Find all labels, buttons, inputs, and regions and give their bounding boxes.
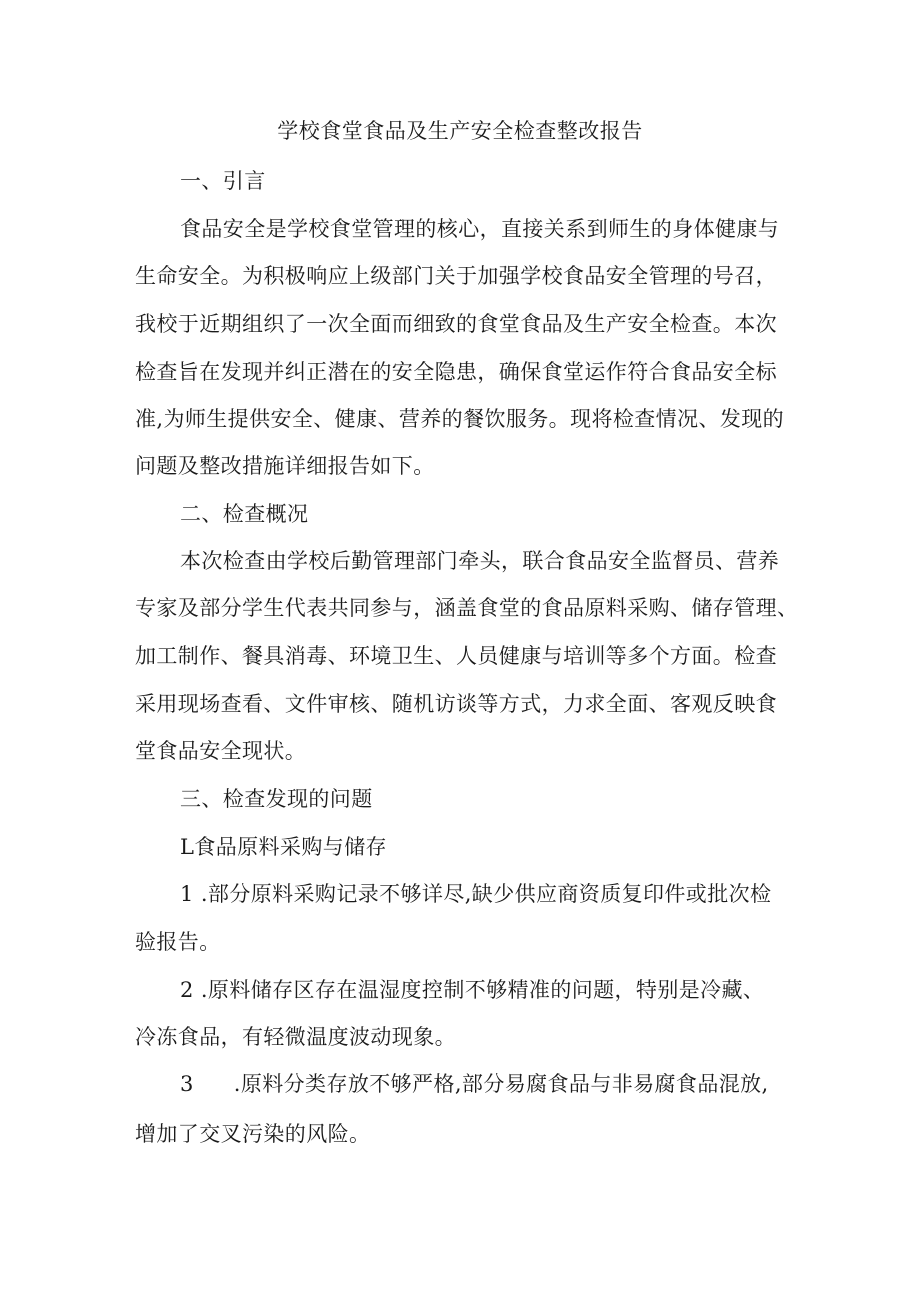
- list-item-continuation: 验报告。: [135, 930, 221, 954]
- list-item-number: 3: [180, 1072, 194, 1096]
- list-item-number: 2: [180, 978, 194, 1002]
- list-item-number: 1: [180, 882, 194, 906]
- list-item-continuation: 冷冻食品，有轻微温度波动现象。: [135, 1025, 456, 1049]
- section-heading-introduction: 一、引言: [180, 169, 266, 193]
- paragraph-line: 准,为师生提供安全、健康、营养的餐饮服务。现将检查情况、发现的: [135, 407, 785, 431]
- paragraph-line: 加工制作、餐具消毒、环境卫生、人员健康与培训等多个方面。检查: [135, 644, 777, 668]
- paragraph-line: 我校于近期组织了一次全面而细致的食堂食品及生产安全检查。本次: [135, 312, 777, 336]
- document-title: 学校食堂食品及生产安全检查整改报告: [277, 119, 643, 143]
- list-item: [180, 974, 764, 1006]
- paragraph-line: 生命安全。为积极响应上级部门关于加强学校食品安全管理的号召，: [135, 264, 777, 288]
- paragraph-line: 问题及整改措施详细报告如下。: [135, 454, 435, 478]
- list-item-continuation: 增加了交叉污染的风险。: [135, 1122, 371, 1146]
- list-item-text: .原料储存区存在温湿度控制不够精准的问题，特别是冷藏、: [200, 978, 765, 1002]
- paragraph-line: 本次检查由学校后勤管理部门牵头，联合食品安全监督员、营养: [180, 549, 780, 573]
- paragraph-line: 食品安全是学校食堂管理的核心，直接关系到师生的身体健康与: [180, 217, 780, 241]
- subsection-heading: L食品原料采购与储存: [180, 835, 387, 859]
- list-item-text: .原料分类存放不够严格,部分易腐食品与非易腐食品混放,: [233, 1072, 769, 1096]
- list-item-text: .部分原料采购记录不够详尽,缺少供应商资质复印件或批次检: [200, 882, 772, 906]
- paragraph-line: 检查旨在发现并纠正潜在的安全隐患，确保食堂运作符合食品安全标: [135, 360, 777, 384]
- paragraph-line: 采用现场查看、文件审核、随机访谈等方式，力求全面、客观反映食: [135, 692, 777, 716]
- paragraph-line: 专家及部分学生代表共同参与，涵盖食堂的食品原料采购、储存管理、: [135, 596, 799, 620]
- section-heading-overview: 二、检查概况: [180, 502, 309, 526]
- list-item: [180, 1068, 769, 1100]
- section-heading-problems: 三、检查发现的问题: [180, 787, 373, 811]
- list-item: [180, 878, 771, 910]
- paragraph-line: 堂食品安全现状。: [135, 739, 307, 763]
